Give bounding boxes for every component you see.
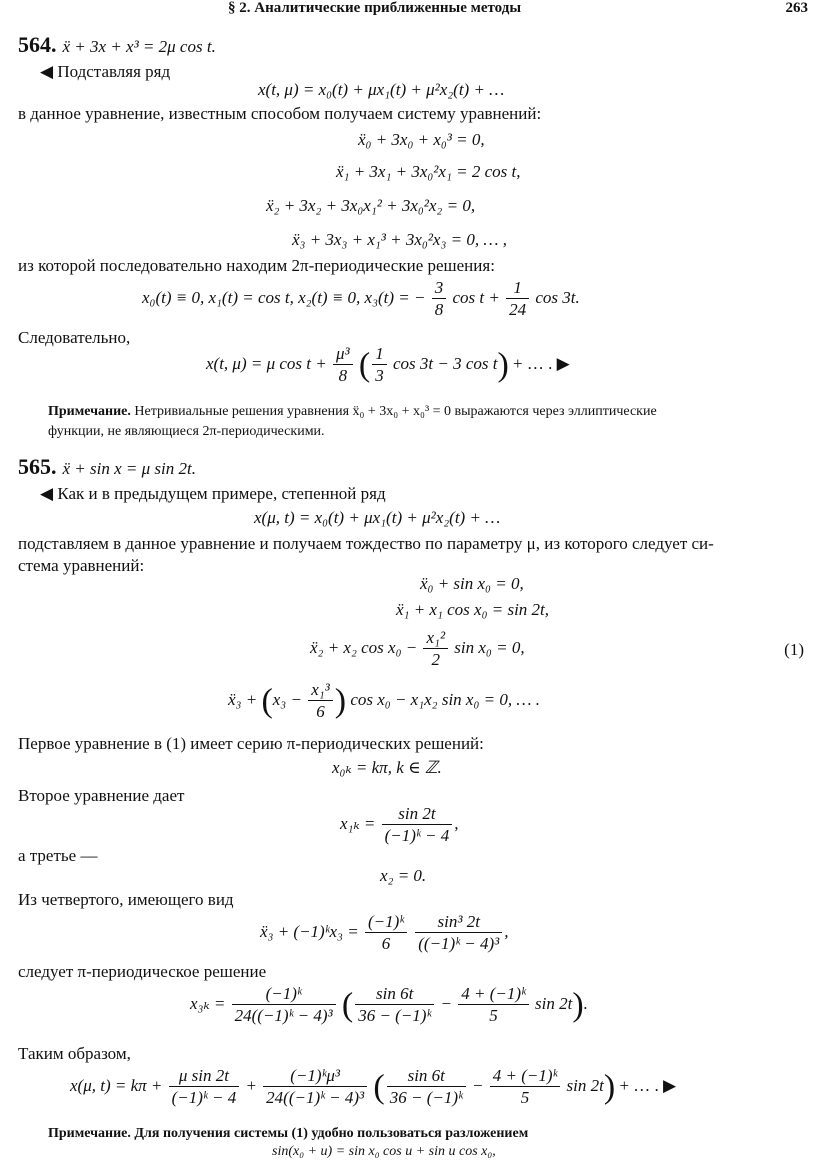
p565-intro: ◀ Как и в предыдущем примере, степенной ряд xyxy=(40,484,386,503)
problem-565-heading xyxy=(18,454,196,480)
p565-system-eq1: ẍ₀ + sin x₀ = 0, xyxy=(420,574,524,593)
p565-note: Примечание. Для получения системы (1) удобно пользоваться разложением xyxy=(48,1126,529,1141)
fraction: $\frac{\text{μ³}}{8}$ xyxy=(333,344,353,387)
p565-system-eq3: ẍ₂ + x₂ cos x₀ − $\frac{\text{x₁²}}{2}$ sin x₀ = 0, xyxy=(310,628,525,670)
fraction: $\frac{\text{(−1)ᵏ}}{6}$ xyxy=(365,912,407,955)
p565-text6: следует π-периодическое решение xyxy=(18,962,267,981)
p564-note-line1: Примечание. Нетривиальные решения уравнения ẍ₀ + 3x₀ + x₀³ = 0 выражаются через эллиптические xyxy=(48,404,657,419)
p565-x3-equation: ẍ₃ + (−1)ᵏx₃ = $\frac{\text{(−1)ᵏ}}{6}$ $\frac{\text{sin³ 2t}}{\text{((−1)ᵏ − 4)³}}$ , xyxy=(260,912,509,954)
p565-text2: Первое уравнение в (1) имеет серию π-периодических решений: xyxy=(18,734,484,753)
p565-text1: подставляем в данное уравнение и получаем тождество по параметру μ, из которого следует си- xyxy=(18,534,714,553)
fraction: $\frac{1}{3}$ xyxy=(372,344,387,387)
p565-series: x(μ, t) = x₀(t) + μx₁(t) + μ²x₂(t) + … xyxy=(254,508,501,527)
problem-number: 564. xyxy=(18,32,57,57)
fraction: $\frac{\text{x₁³}}{6}$ xyxy=(308,680,333,723)
fraction: $\frac{\text{(−1)ᵏμ³}}{\text{24((−1)ᵏ − 4)³}}$ xyxy=(263,1066,367,1109)
p564-system-eq1: ẍ₀ + 3x₀ + x₀³ = 0, xyxy=(358,130,485,149)
fraction: $\frac{\text{x₁²}}{2}$ xyxy=(423,628,448,671)
p565-text3: Второе уравнение дает xyxy=(18,786,185,805)
fraction: $\frac{\text{(−1)ᵏ}}{\text{24((−1)ᵏ − 4)³}}$ xyxy=(232,984,336,1027)
problem-number: 565. xyxy=(18,454,57,479)
p565-text5: Из четвертого, имеющего вид xyxy=(18,890,234,909)
fraction: $\frac{\sin 6t}{\text{36 − (−1)ᵏ}}$ xyxy=(355,984,434,1027)
note-label: Примечание. xyxy=(48,404,131,419)
fraction: $\frac{\text{4 + (−1)ᵏ}}{5}$ xyxy=(458,984,529,1027)
p564-text2: из которой последовательно находим 2π-периодические решения: xyxy=(18,256,495,275)
p564-system-eq3: ẍ₂ + 3x₂ + 3x₀x₁² + 3x₀²x₂ = 0, xyxy=(266,196,476,215)
p565-system-eq2: ẍ₁ + x₁ cos x₀ = sin 2t, xyxy=(396,600,550,619)
fraction: $\frac{\sin 6t}{\text{36 − (−1)ᵏ}}$ xyxy=(387,1066,466,1109)
problem-564-heading xyxy=(18,32,216,58)
fraction: $\frac{\text{μ sin 2t}}{\text{(−1)ᵏ − 4}}$ xyxy=(169,1066,240,1109)
p564-system-eq2: ẍ₁ + 3x₁ + 3x₀²x₁ = 2 cos t, xyxy=(336,162,521,181)
p565-note-formula: sin(x₀ + u) = sin x₀ cos u + sin u cos x₀, xyxy=(272,1144,496,1159)
p565-text7: Таким образом, xyxy=(18,1044,131,1063)
page-number: 263 xyxy=(785,0,808,16)
p564-intro: ◀ Подставляя ряд xyxy=(40,62,171,81)
fraction: $\frac{\text{sin³ 2t}}{\text{((−1)ᵏ − 4)³}}$ xyxy=(415,912,502,955)
equation-label: (1) xyxy=(784,640,804,659)
p564-note-line2: функции, не являющиеся 2π-периодическими. xyxy=(48,424,325,439)
page-header xyxy=(0,0,816,20)
p565-x3k: x₃ₖ = $\frac{\text{(−1)ᵏ}}{\text{24((−1)ᵏ − 4)³}}$ ( $\frac{\sin 6t}{\text{36 − (−1)ᵏ}}$ − $\frac{\text{4 + (−1)ᵏ}}{5}$ sin 2t). xyxy=(190,984,588,1026)
problem-equation: ẍ + 3x + x³ = 2μ cos t. xyxy=(62,37,216,56)
fraction: $\frac{3}{8}$ xyxy=(432,278,447,321)
p565-final-result: x(μ, t) = kπ + $\frac{\text{μ sin 2t}}{\text{(−1)ᵏ − 4}}$ + $\frac{\text{(−1)ᵏμ³}}{\text{24((−1)ᵏ − 4)³}}$ ( $\frac{\sin 6t}{\text{36 − (−1)ᵏ}}$ − $\frac{\text{4 + (−1)ᵏ}}{5}$ sin 2t) + … . ▶ xyxy=(70,1066,677,1108)
p565-x1k: x₁ₖ = $\frac{\sin 2t}{\text{(−1)ᵏ − 4}}$ , xyxy=(340,804,459,846)
p564-result: x(t, μ) = μ cos t + $\frac{\text{μ³}}{8}$ ( $\frac{1}{3}$ cos 3t − 3 cos t) + … . ▶ xyxy=(206,344,570,386)
p565-x0k: x₀ₖ = kπ, k ∈ ℤ. xyxy=(332,758,442,777)
p565-x2: x₂ = 0. xyxy=(380,866,427,885)
fraction: $\frac{\sin 2t}{\text{(−1)ᵏ − 4}}$ xyxy=(382,804,453,847)
p564-solutions: x₀(t) ≡ 0, x₁(t) = cos t, x₂(t) ≡ 0, x₃(t) = − $\frac{3}{8}$ cos t + $\frac{1}{24}$ cos 3t. xyxy=(142,278,580,320)
p565-system-eq4: ẍ₃ + (x₃ − $\frac{\text{x₁³}}{6}$ ) cos x₀ − x₁x₂ sin x₀ = 0, … . xyxy=(228,680,540,722)
p565-text1b: стема уравнений: xyxy=(18,556,145,575)
p564-series: x(t, μ) = x₀(t) + μx₁(t) + μ²x₂(t) + … xyxy=(258,80,505,99)
problem-equation: ẍ + sin x = μ sin 2t. xyxy=(62,459,196,478)
p564-text3: Следовательно, xyxy=(18,328,131,347)
p564-system-eq4: ẍ₃ + 3x₃ + x₁³ + 3x₀²x₃ = 0, … , xyxy=(292,230,507,249)
fraction: $\frac{1}{24}$ xyxy=(506,278,529,321)
fraction: $\frac{\text{4 + (−1)ᵏ}}{5}$ xyxy=(490,1066,561,1109)
p564-text1: в данное уравнение, известным способом получаем систему уравнений: xyxy=(18,104,542,123)
p565-text4: а третье — xyxy=(18,846,98,865)
section-title: § 2. Аналитические приближенные методы xyxy=(228,0,522,16)
